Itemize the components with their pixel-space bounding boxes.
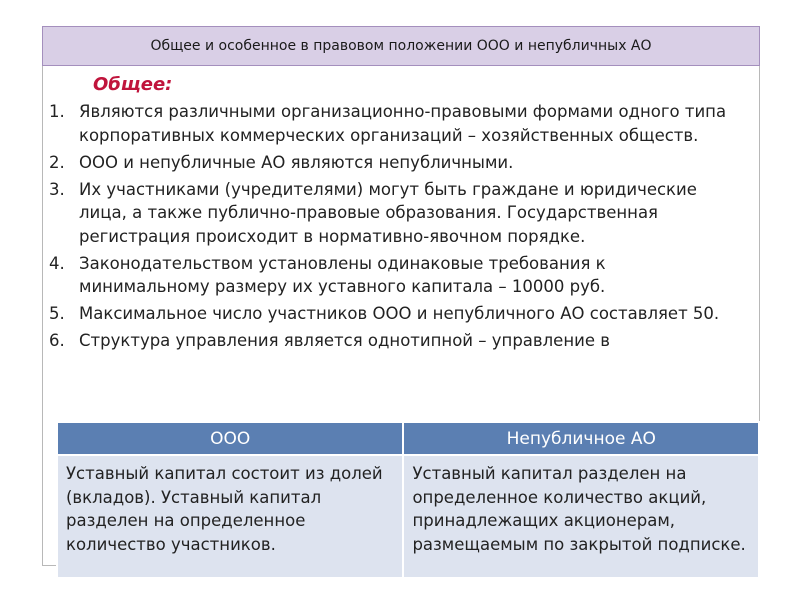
list-item <box>49 178 739 249</box>
list-item-text: Структура управления является однотипной – управление в <box>79 331 610 350</box>
list-item-text: Законодательством установлены одинаковые требования к минимальному размеру их уставного капитала – 10000 руб. <box>79 253 606 296</box>
comparison-table <box>56 421 760 579</box>
list-item-text: Их участниками (учредителями) могут быть граждане и юридические лица, а также публично-правовые образования. Государственная регистрация происходит в нормативно-явочном порядке. <box>79 179 697 246</box>
list-item <box>49 329 739 353</box>
list-item-number: 6. <box>49 331 65 350</box>
list-item <box>49 252 739 299</box>
list-item-text: Максимальное число участников ООО и непубличного АО составляет 50. <box>79 304 720 323</box>
list-item-number: 2. <box>49 152 65 172</box>
list-item-text: Являются различными организационно-правовыми формами одного типа корпоративных коммерческих организаций – хозяйственных обществ. <box>79 102 727 145</box>
cell-ooo: Уставный капитал состоит из долей (вкладов). Уставный капитал разделен на определенное количество участников. <box>57 455 403 578</box>
slide-title: Общее и особенное в правовом положении ООО и непубличных АО <box>150 38 652 54</box>
list-item-text: ООО и непубличные АО являются непубличными. <box>79 152 514 172</box>
general-heading: Общее: <box>93 74 173 95</box>
cell-nonpublic-ao: Уставный капитал разделен на определенное количество акций, принадлежащих акционерам, размещаемым по закрытой подписке. <box>403 455 759 578</box>
list-item <box>49 100 739 147</box>
slide-title-bar <box>42 26 760 66</box>
list-item-number: 5. <box>49 304 65 323</box>
list-item <box>49 302 739 326</box>
header-nonpublic-ao: Непубличное АО <box>403 422 759 455</box>
table-header-row <box>57 422 759 455</box>
points-list <box>49 100 739 356</box>
list-item-number: 1. <box>49 102 65 121</box>
list-item <box>49 151 739 175</box>
list-item-number: 3. <box>49 179 65 199</box>
table-row <box>57 455 759 578</box>
header-ooo: ООО <box>57 422 403 455</box>
list-item-number: 4. <box>49 253 65 273</box>
